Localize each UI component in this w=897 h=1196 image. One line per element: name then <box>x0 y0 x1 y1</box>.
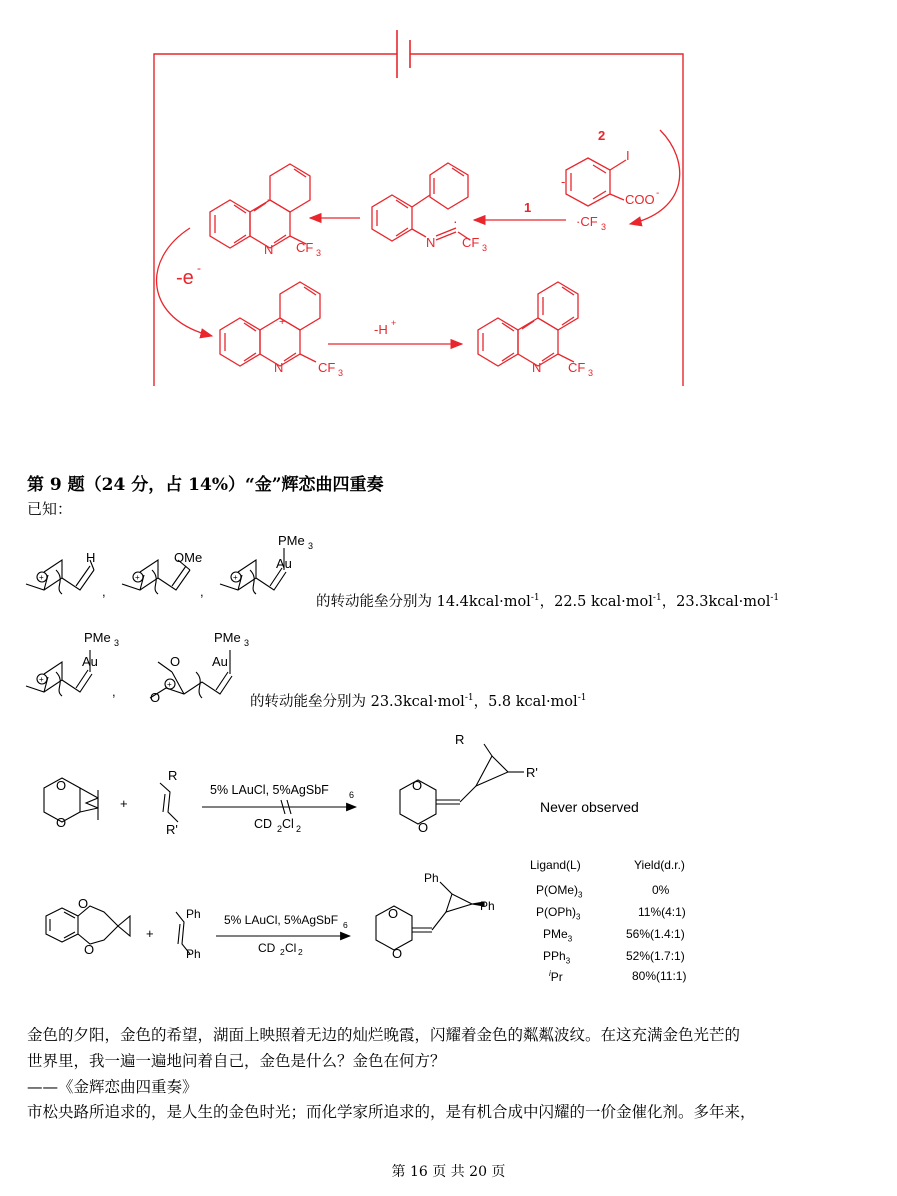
n-atom-label: N <box>532 360 542 375</box>
solvent-tail: Cl <box>285 941 297 955</box>
question-heading: 第 9 题（24 分，占 14%）“金”辉恋曲四重奏 <box>27 475 384 495</box>
radical-dot: · <box>453 213 458 229</box>
au-label: Au <box>82 654 98 669</box>
table-ligand: $^i$Pr <box>549 969 563 984</box>
pme3-label: PMe <box>214 630 241 645</box>
catalyst-sub: 6 <box>349 790 355 800</box>
ph-label: Ph <box>424 871 439 885</box>
table-ligand: $P(OMe)_3$ <box>536 883 583 900</box>
solvent-sub: 2 <box>280 947 285 957</box>
o-label: O <box>412 778 423 793</box>
comma: , <box>200 584 204 599</box>
o-label: O <box>418 820 429 835</box>
h-label: H <box>86 550 96 565</box>
pme3-label: PMe <box>84 630 111 645</box>
solvent-sub: 2 <box>277 824 283 834</box>
solvent-sub: 2 <box>298 947 303 957</box>
catalyst-sub: 6 <box>343 920 348 930</box>
cf3-radical-sub: 3 <box>601 222 607 232</box>
pme3-sub: 3 <box>308 541 314 551</box>
table-ligand: PMe$_3$ <box>543 927 573 944</box>
known-label: 已知： <box>27 500 73 518</box>
o-label: O <box>150 690 161 705</box>
comma: , <box>112 684 116 699</box>
prose-line-3: ——《金辉恋曲四重奏》 <box>27 1078 198 1096</box>
cf3-label: CF <box>318 360 336 375</box>
pme3-label: PMe <box>278 533 305 548</box>
o-label: O <box>78 896 89 911</box>
comma: , <box>102 584 106 599</box>
carboxylate-charge: - <box>656 188 660 199</box>
solvent-label: CD <box>258 941 276 955</box>
au-label: Au <box>276 556 292 571</box>
cf3-label: CF <box>462 235 480 250</box>
cf3-sub: 3 <box>316 248 322 258</box>
o-label: O <box>170 654 181 669</box>
cation-plus: + <box>233 573 238 582</box>
carboxylate-label: COO <box>625 192 655 207</box>
phenanthridine-product-structure <box>478 282 578 366</box>
o-label: O <box>56 815 67 830</box>
o-label: O <box>392 946 403 961</box>
o-label: O <box>56 778 67 793</box>
cf3-label: CF <box>296 240 314 255</box>
plus-sign: + <box>146 926 154 941</box>
cf3-sub: 3 <box>338 368 344 378</box>
cf3-radical-label: ·CF <box>576 214 598 229</box>
table-yield: 80%(11:1) <box>632 969 687 983</box>
table-yield: 52%(1.7:1) <box>626 949 685 963</box>
cation-plus: + <box>167 680 172 689</box>
biaryl-isonitrile-structure <box>372 163 470 241</box>
electron-loss-label: -e <box>176 267 194 289</box>
rotation-structures <box>26 548 286 698</box>
catalyst-label: 5% LAuCl, 5%AgSbF <box>224 913 339 927</box>
cf3-sub: 3 <box>588 368 594 378</box>
radical-intermediate-structure <box>210 164 310 248</box>
n-atom-label: N <box>274 360 284 375</box>
minus-sign: - <box>561 174 566 189</box>
ph-label: Ph <box>186 907 201 921</box>
iodo-label: I <box>626 148 630 163</box>
pme3-sub: 3 <box>244 638 250 648</box>
deprotonation-sup: + <box>391 318 397 328</box>
cf3-label: CF <box>568 360 586 375</box>
au-label: Au <box>212 654 228 669</box>
solvent-tail: Cl <box>282 817 294 831</box>
r-prime-label: R' <box>526 765 538 780</box>
prose-line-4: 市松央路所追求的，是人生的金色时光；而化学家所追求的，是有机合成中闪耀的一价金催化剂。多年来， <box>27 1103 756 1121</box>
rotation-energy-line-2: 的转动能垒分别为 23.3kcal·mol$^{-1}$，5.8 kcal·mol$^{-1}$ <box>250 693 587 710</box>
solvent-label: CD <box>254 817 273 831</box>
ph-label: Ph <box>480 899 495 913</box>
table-header-yield: Yield(d.r.) <box>634 858 685 872</box>
n-atom-label: N <box>426 235 436 250</box>
page-footer: 第 16 页 共 20 页 <box>391 1164 506 1180</box>
ome-label: OMe <box>174 550 203 565</box>
prose-line-2: 世界里，我一遍一遍地问着自己，金色是什么？金色在何方？ <box>27 1052 446 1070</box>
cation-plus: + <box>279 316 286 328</box>
table-yield: 0% <box>652 883 670 897</box>
electron-loss-sup: - <box>197 261 201 275</box>
reagent-2-label: 2 <box>598 128 606 143</box>
n-atom-label: N <box>264 242 274 257</box>
cation-plus: + <box>39 675 44 684</box>
deprotonation-label: -H <box>374 322 388 337</box>
table-ligand: $P(OPh)_3$ <box>536 905 581 922</box>
cf3-sub: 3 <box>482 243 488 253</box>
never-observed-label: Never observed <box>540 799 639 815</box>
step1-label: 1 <box>524 200 532 215</box>
cation-intermediate-structure <box>220 282 320 366</box>
cation-plus: + <box>135 573 140 582</box>
rotation-energy-line-1: 的转动能垒分别为 14.4kcal·mol$^{-1}$，22.5 kcal·mol$^{-1}$，23.3kcal·mol$^{-1}$ <box>316 593 780 610</box>
plus-sign: + <box>120 796 128 811</box>
ph-label: Ph <box>186 947 201 961</box>
pme3-sub: 3 <box>114 638 120 648</box>
cf3-generation-arrow <box>630 130 680 224</box>
table-yield: 56%(1.4:1) <box>626 927 685 941</box>
r-label: R <box>168 768 178 783</box>
radical-dot: · <box>266 191 271 207</box>
o-label: O <box>84 942 95 957</box>
r-prime-label: R' <box>166 822 178 837</box>
r-label: R <box>455 732 465 747</box>
solvent-sub: 2 <box>296 824 302 834</box>
cation-plus: + <box>39 573 44 582</box>
o-label: O <box>388 906 399 921</box>
table-ligand: PPh$_3$ <box>543 949 571 966</box>
photoredox-circuit <box>154 30 683 386</box>
table-header-ligand: Ligand(L) <box>530 858 581 872</box>
iodobenzoate-structure <box>566 158 626 206</box>
catalyst-label: 5% LAuCl, 5%AgSbF <box>210 783 329 797</box>
table-yield: 11%(4:1) <box>638 905 686 919</box>
prose-line-1: 金色的夕阳，金色的希望，湖面上映照着无边的灿烂晚霞，闪耀着金色的粼粼波纹。在这充满金色光芒的 <box>27 1026 741 1044</box>
